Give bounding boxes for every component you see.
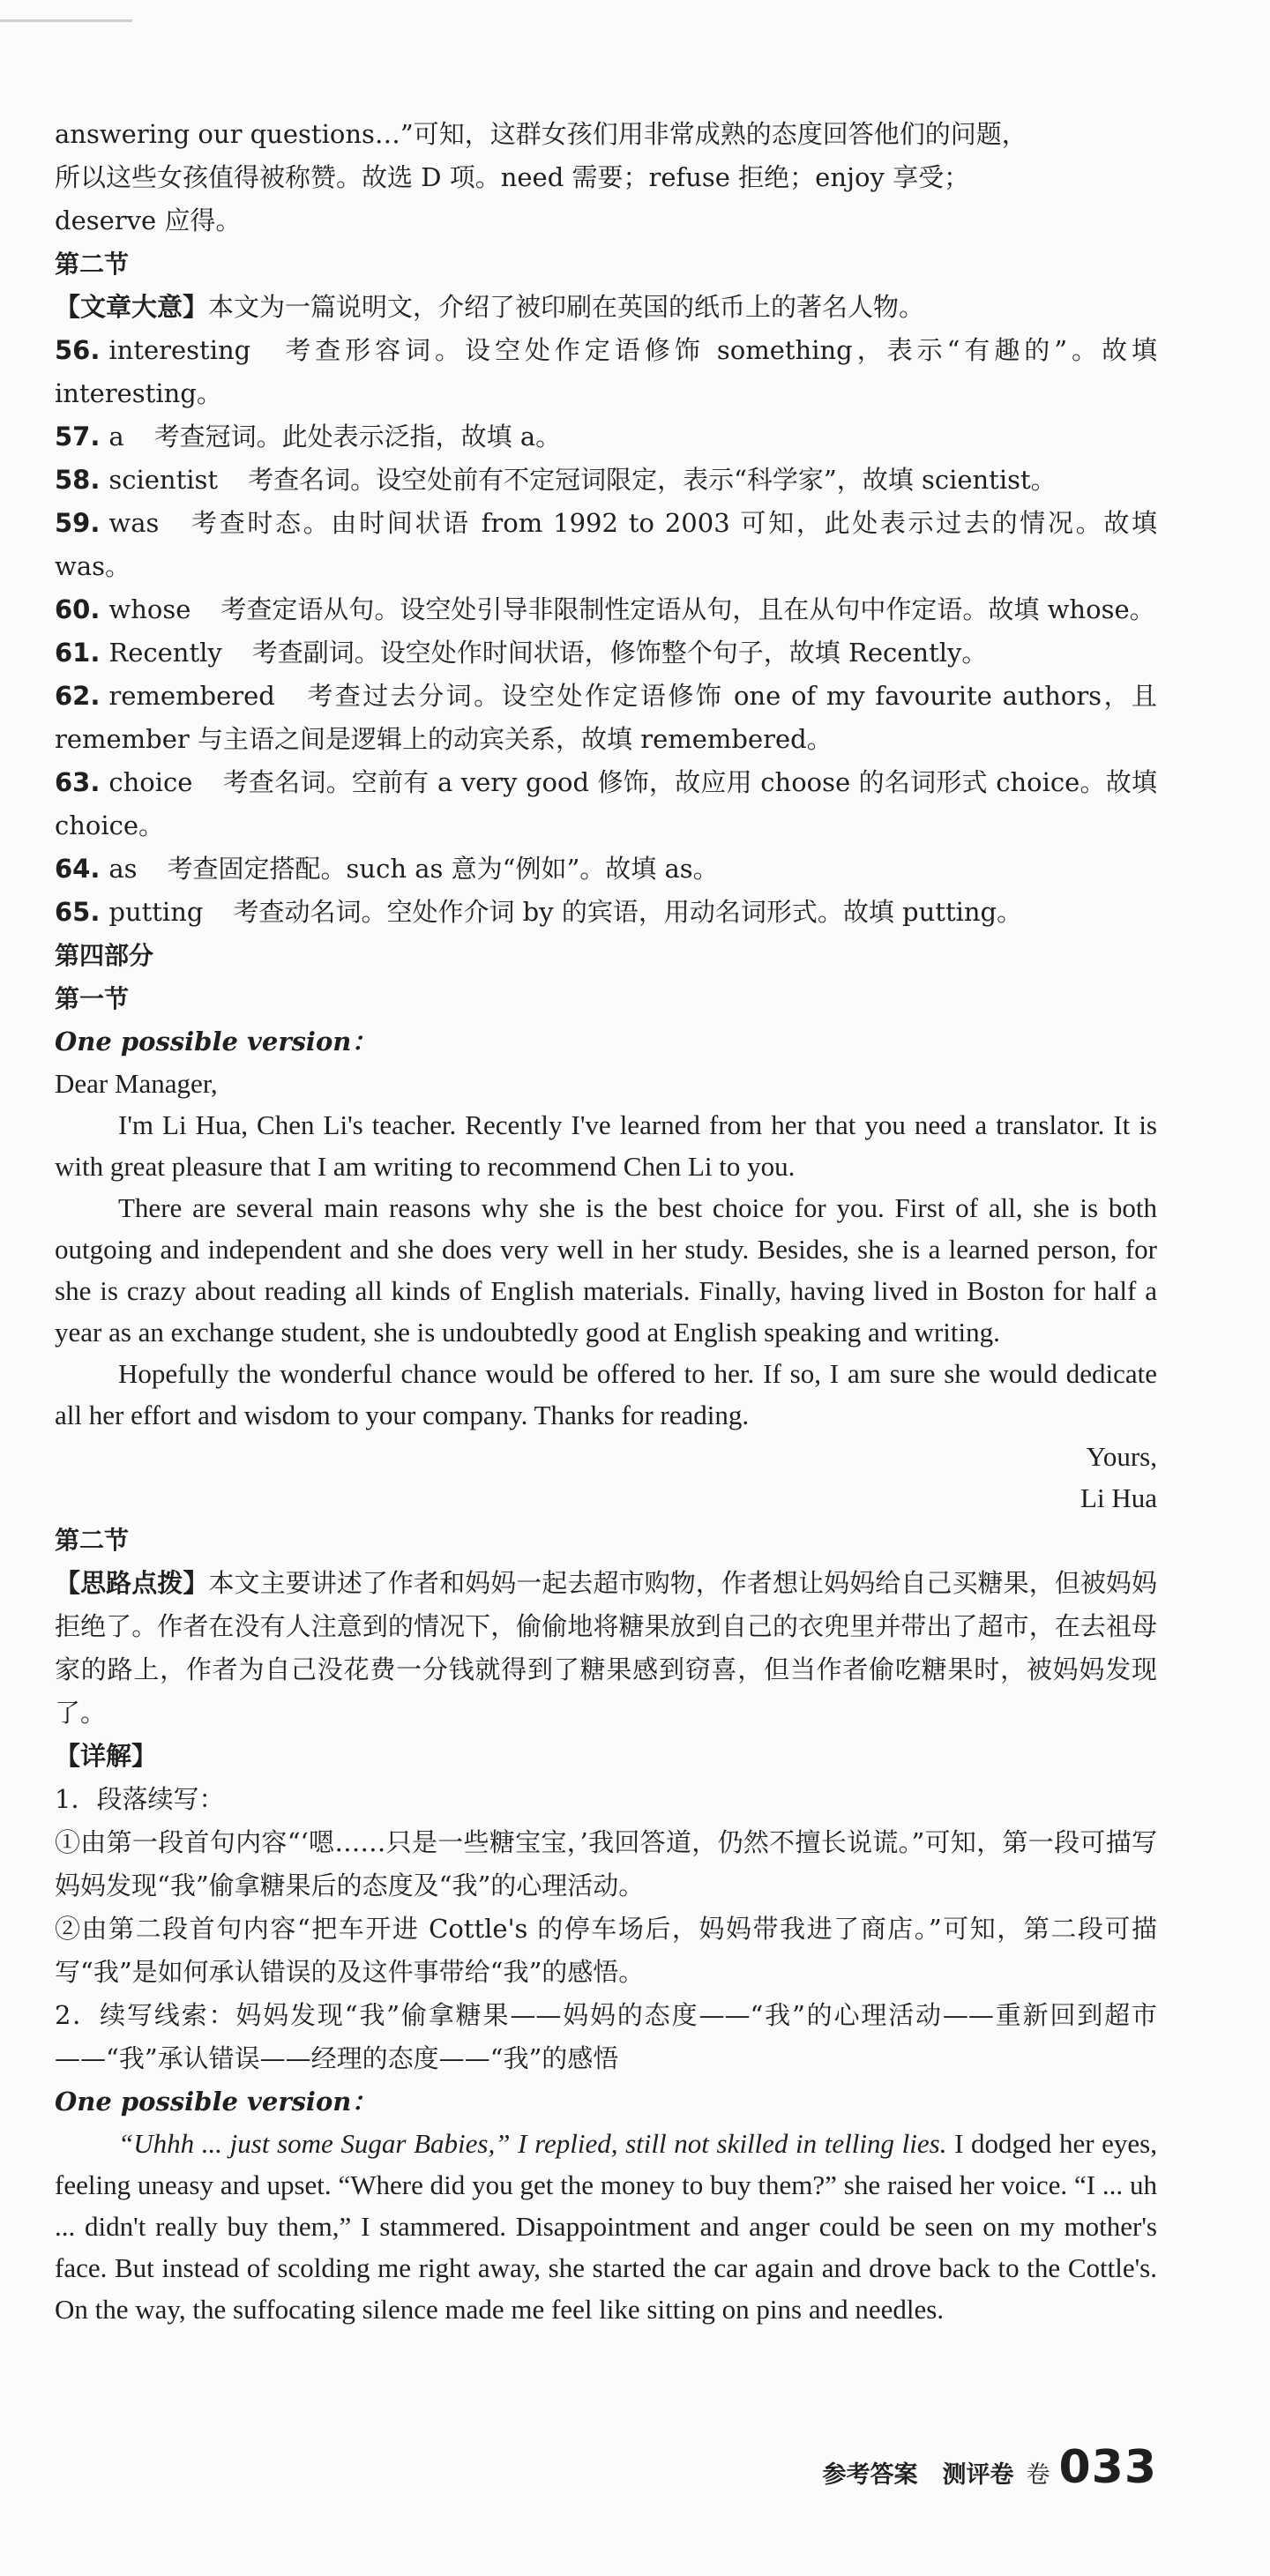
letter-signature: Li Hua (1080, 1482, 1157, 1513)
answer-item (55, 329, 1157, 415)
letter-paragraph-1: I'm Li Hua, Chen Li's teacher. Recently I've learned from her that you need a translator. It is with great pleasure that I am writing to recommend Chen Li to you. (55, 1109, 1157, 1182)
answer-item (55, 675, 1157, 761)
section-1-heading: 第一节 (55, 984, 130, 1013)
intro-line-2: 所以这些女孩值得被称赞。故选 D 项。need 需要；refuse 拒绝；enjoy 享受； (55, 162, 970, 192)
answer-explanation: 考查副词。设空处作时间状语，修饰整个句子，故填 Recently。 (251, 638, 988, 668)
summary-label: 【文章大意】 (55, 292, 209, 322)
answer-item (55, 459, 1157, 502)
answer-explanation: 考查动名词。空处作介词 by 的宾语，用动名词形式。故填 putting。 (233, 897, 1023, 927)
answer-number: 62. (55, 681, 101, 711)
answer-explanation: 考查冠词。此处表示泛指，故填 a。 (153, 422, 562, 452)
letter-paragraph-3: Hopefully the wonderful chance would be offered to her. If so, I am sure she would dedicate all her effort and wisdom to your company. Thanks for reading. (55, 1358, 1157, 1430)
story-italic: “Uhhh ... just some Sugar Babies,” I replied, still not skilled in telling lies. (118, 2128, 947, 2159)
version-label: One possible version： (55, 1027, 377, 1057)
detail-clue-1: ①由第一段首句内容“‘嗯……只是一些糖宝宝，’我回答道，仍然不擅长说谎。”可知，第一段可描写妈妈发现“我”偷拿糖果后的态度及“我”的心理活动。 (55, 1827, 1157, 1900)
detail-item-2: 2．续写线索：妈妈发现“我”偷拿糖果——妈妈的态度——“我”的心理活动——重新回到超市——“我”承认错误——经理的态度——“我”的感悟 (55, 2000, 1157, 2073)
answer-item (55, 847, 1157, 891)
version-label-2: One possible version： (55, 2087, 377, 2117)
answer-word: whose (108, 594, 191, 624)
footer-label-test: 测评卷 (942, 2461, 1014, 2489)
answer-word: Recently (108, 638, 222, 668)
answer-item (55, 631, 1157, 675)
answer-word: was (108, 508, 160, 538)
answer-number: 58. (55, 465, 101, 495)
detail-clue-2: ②由第二段首句内容“把车开进 Cottle's 的停车场后，妈妈带我进了商店。”可知，第二段可描写“我”是如何承认错误的及这件事带给“我”的感悟。 (55, 1914, 1157, 1987)
letter-closing: Yours, (1086, 1441, 1157, 1472)
answer-number: 64. (55, 854, 101, 884)
top-rule (0, 19, 132, 22)
footer-label-answers: 参考答案 (822, 2461, 918, 2489)
answer-explanation: 考查固定搭配。such as 意为“例如”。故填 as。 (167, 854, 719, 884)
answer-number: 60. (55, 594, 101, 624)
answer-item (55, 891, 1157, 934)
intro-line-3: deserve 应得。 (55, 205, 242, 235)
answer-word: remembered (108, 681, 275, 711)
answer-number: 65. (55, 897, 101, 927)
answer-explanation: 考查过去分词。设空处作定语修饰 one of my favourite authors，且 remember 与主语之间是逻辑上的动宾关系，故填 remembered。 (55, 681, 1157, 754)
answer-list (55, 329, 1157, 934)
answer-word: a (108, 422, 124, 452)
answer-number: 61. (55, 638, 101, 668)
letter-salutation: Dear Manager, (55, 1068, 218, 1099)
answer-word: scientist (108, 465, 219, 495)
summary (55, 286, 1157, 329)
answer-page (55, 113, 1157, 2330)
answer-word: interesting (108, 335, 251, 365)
intro-line-1: answering our questions…”可知，这群女孩们用非常成熟的态度回答他们的问题， (55, 119, 1027, 149)
section-2b-heading: 第二节 (55, 1526, 130, 1555)
part-4-heading: 第四部分 (55, 941, 154, 970)
idea-label: 【思路点拨】 (55, 1568, 209, 1598)
answer-number: 56. (55, 335, 101, 365)
summary-text: 本文为一篇说明文，介绍了被印刷在英国的纸币上的著名人物。 (208, 292, 925, 322)
answer-explanation: 考查形容词。设空处作定语修饰 something，表示“有趣的”。故填 interesting。 (55, 335, 1157, 408)
page-footer (822, 2441, 1157, 2494)
answer-explanation: 考查名词。空前有 a very good 修饰，故应用 choose 的名词形式 choice。故填 choice。 (55, 767, 1157, 840)
answer-word: as (108, 854, 138, 884)
detail-item-1: 1．段落续写： (55, 1784, 225, 1814)
answer-item (55, 415, 1157, 459)
story-paragraph (55, 2123, 1157, 2330)
answer-explanation: 考查名词。设空处前有不定冠词限定，表示“科学家”，故填 scientist。 (248, 465, 1057, 495)
answer-number: 59. (55, 508, 101, 538)
section-2-heading: 第二节 (55, 250, 130, 279)
answer-item (55, 761, 1157, 847)
story-rest: I dodged her eyes, feeling uneasy and upset. “Where did you get the money to buy them?” she raised her voice. “I ... uh ... didn't really buy them,” I stammered. Disappointment and anger could be seen on my mother's face. But instead of scolding me right away, she started the car again and drove back to the Cottle's. On the way, the suffocating silence made me feel like sitting on pins and needles. (55, 2128, 1157, 2325)
answer-number: 57. (55, 422, 101, 452)
page-number: 033 (1058, 2441, 1157, 2494)
answer-word: choice (108, 767, 193, 797)
idea-text: 本文主要讲述了作者和妈妈一起去超市购物，作者想让妈妈给自己买糖果，但被妈妈拒绝了。作者在没有人注意到的情况下，偷偷地将糖果放到自己的衣兜里并带出了超市，在去祖母家的路上，作者为自己没花费一分钱就得到了糖果感到窃喜，但当作者偷吃糖果时，被妈妈发现了。 (55, 1568, 1157, 1728)
answer-explanation: 考查定语从句。设空处引导非限制性定语从句，且在从句中作定语。故填 whose。 (220, 594, 1155, 624)
answer-explanation: 考查时态。由时间状语 from 1992 to 2003 可知，此处表示过去的情况。故填 was。 (55, 508, 1157, 581)
answer-word: putting (108, 897, 204, 927)
answer-number: 63. (55, 767, 101, 797)
answer-item (55, 502, 1157, 588)
letter-paragraph-2: There are several main reasons why she is the best choice for you. First of all, she is both outgoing and independent and she does very well in her study. Besides, she is a learned person, for she is crazy about reading all kinds of English materials. Finally, having lived in Boston for half a year as an exchange student, she is undoubtedly good at English speaking and writing. (55, 1192, 1157, 1348)
footer-label-volume: 卷 (1026, 2461, 1050, 2489)
idea (55, 1562, 1157, 1735)
detail-label: 【详解】 (55, 1741, 158, 1771)
answer-item (55, 588, 1157, 631)
